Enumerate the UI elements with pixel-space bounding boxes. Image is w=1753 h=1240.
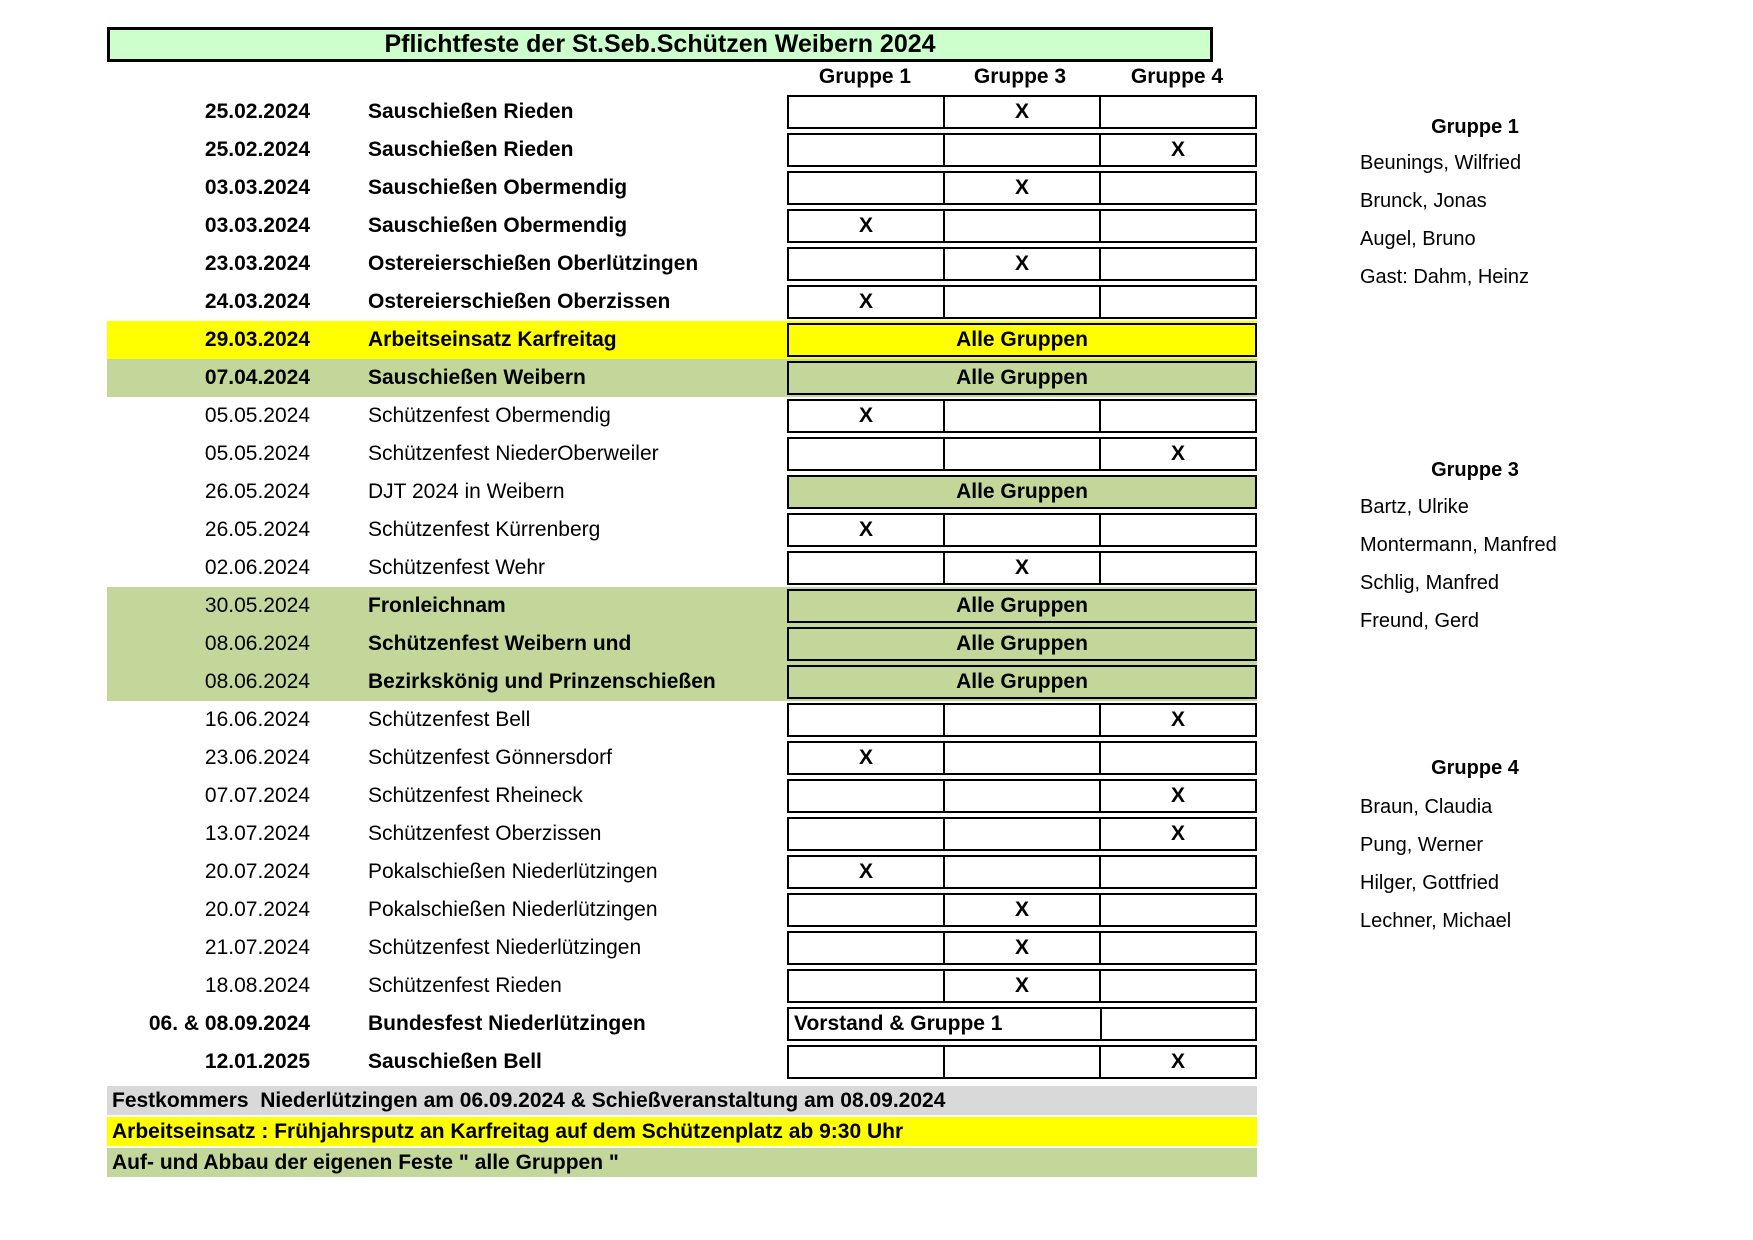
event-date: 08.06.2024 (204, 632, 310, 655)
mark-cell-gruppe4 (1101, 399, 1257, 433)
mark-cells (787, 779, 1257, 813)
group-title: Gruppe 3 (1431, 459, 1519, 481)
mark-cell-gruppe3 (945, 741, 1101, 775)
mark-cells (787, 817, 1257, 851)
table-row (107, 815, 1257, 853)
event-name: Schützenfest Oberzissen (368, 822, 602, 845)
mark-cell-gruppe3 (945, 399, 1101, 433)
mark-cell-gruppe1 (787, 703, 945, 737)
merged-cell: Vorstand & Gruppe 1 (787, 1007, 1102, 1041)
mark-cell-gruppe3 (945, 779, 1101, 813)
x-mark-gruppe3: X (945, 893, 1101, 927)
group-member: Pung, Werner (1360, 834, 1484, 856)
x-mark-gruppe1: X (787, 741, 945, 775)
mark-cell-gruppe3 (945, 855, 1101, 889)
table-row (107, 549, 1257, 587)
mark-cell-gruppe4 (1101, 171, 1257, 205)
event-name: Schützenfest Gönnersdorf (368, 746, 612, 769)
mark-cell-gruppe4 (1101, 513, 1257, 547)
x-mark-gruppe1: X (787, 209, 945, 243)
event-date: 05.05.2024 (204, 404, 310, 427)
mark-cells (787, 247, 1257, 281)
table-row (107, 207, 1257, 245)
mark-cell-gruppe4 (1101, 551, 1257, 585)
mark-cells (787, 551, 1257, 585)
event-name: Sauschießen Weibern (368, 366, 586, 389)
event-name: Sauschießen Rieden (368, 100, 574, 123)
x-mark-gruppe3: X (945, 969, 1101, 1003)
group-member: Gast: Dahm, Heinz (1360, 266, 1529, 288)
mark-cell-gruppe4 (1101, 95, 1257, 129)
event-date: 30.05.2024 (204, 594, 310, 617)
event-name: Schützenfest Niederlützingen (368, 936, 642, 959)
x-mark-gruppe3: X (945, 551, 1101, 585)
x-mark-gruppe4: X (1101, 133, 1257, 167)
event-date: 23.06.2024 (204, 746, 310, 769)
merged-cell: Alle Gruppen (787, 361, 1257, 395)
event-name: Schützenfest Rheineck (368, 784, 583, 807)
mark-cell-gruppe1 (787, 1045, 945, 1079)
event-name: Sauschießen Obermendig (368, 214, 628, 237)
x-mark-gruppe1: X (787, 855, 945, 889)
table-row (107, 359, 1257, 397)
event-name: Schützenfest Bell (368, 708, 531, 731)
event-name: Ostereierschießen Oberzissen (368, 290, 671, 313)
mark-cells (787, 893, 1257, 927)
mark-cells (787, 133, 1257, 167)
event-date: 02.06.2024 (204, 556, 310, 579)
mark-cell-gruppe3 (945, 513, 1101, 547)
event-name: Bezirkskönig und Prinzenschießen (368, 670, 716, 693)
page-title: Pflichtfeste der St.Seb.Schützen Weibern 2024 (107, 27, 1213, 62)
table-row (107, 1043, 1257, 1081)
mark-cell-gruppe3 (945, 703, 1101, 737)
mark-cells (787, 361, 1257, 395)
footnote: Auf- und Abbau der eigenen Feste " alle Gruppen " (107, 1148, 1257, 1177)
mark-cells (787, 475, 1257, 509)
event-name: Bundesfest Niederlützingen (368, 1012, 646, 1035)
group-member: Lechner, Michael (1360, 910, 1512, 932)
mark-cells (787, 437, 1257, 471)
x-mark-gruppe3: X (945, 931, 1101, 965)
group-member: Beunings, Wilfried (1360, 152, 1522, 174)
event-name: Schützenfest NiederOberweiler (368, 442, 659, 465)
event-date: 03.03.2024 (204, 214, 310, 237)
mark-cell-gruppe1 (787, 247, 945, 281)
mark-cells (787, 1045, 1257, 1079)
x-mark-gruppe4: X (1101, 437, 1257, 471)
column-header-gruppe1: Gruppe 1 (818, 65, 912, 88)
table-row (107, 777, 1257, 815)
mark-cell-gruppe1 (787, 437, 945, 471)
table-row (107, 1005, 1257, 1043)
event-date: 05.05.2024 (204, 442, 310, 465)
mark-cell-gruppe3 (945, 285, 1101, 319)
mark-cells (787, 665, 1257, 699)
mark-cell-gruppe3 (945, 209, 1101, 243)
column-header-gruppe4: Gruppe 4 (1130, 65, 1224, 88)
event-date: 25.02.2024 (204, 100, 310, 123)
table-row (107, 625, 1257, 663)
mark-cells (787, 323, 1257, 357)
merged-cell: Alle Gruppen (787, 589, 1257, 623)
x-mark-gruppe3: X (945, 95, 1101, 129)
mark-cells (787, 171, 1257, 205)
event-name: Ostereierschießen Oberlützingen (368, 252, 699, 275)
mark-cell-gruppe3 (945, 133, 1101, 167)
table-row (107, 739, 1257, 777)
event-date: 07.07.2024 (204, 784, 310, 807)
x-mark-gruppe1: X (787, 399, 945, 433)
mark-cell-gruppe1 (787, 551, 945, 585)
event-date: 25.02.2024 (204, 138, 310, 161)
table-row (107, 473, 1257, 511)
event-name: Sauschießen Obermendig (368, 176, 628, 199)
mark-cells (787, 513, 1257, 547)
mark-cell-gruppe4 (1101, 855, 1257, 889)
mark-cell-gruppe4 (1101, 247, 1257, 281)
event-date: 21.07.2024 (204, 936, 310, 959)
event-date: 03.03.2024 (204, 176, 310, 199)
merged-cell: Alle Gruppen (787, 475, 1257, 509)
event-name: Pokalschießen Niederlützingen (368, 860, 658, 883)
event-name: Schützenfest Kürrenberg (368, 518, 601, 541)
event-date: 13.07.2024 (204, 822, 310, 845)
mark-cell-gruppe4 (1101, 209, 1257, 243)
event-name: Pokalschießen Niederlützingen (368, 898, 658, 921)
group-title: Gruppe 4 (1431, 757, 1519, 779)
mark-cell-gruppe4 (1101, 969, 1257, 1003)
table-row (107, 967, 1257, 1005)
event-date: 18.08.2024 (204, 974, 310, 997)
table-row (107, 169, 1257, 207)
x-mark-gruppe1: X (787, 285, 945, 319)
group-member: Hilger, Gottfried (1360, 872, 1499, 894)
mark-cell-gruppe1 (787, 817, 945, 851)
footnote: Arbeitseinsatz : Frühjahrsputz an Karfreitag auf dem Schützenplatz ab 9:30 Uhr (107, 1117, 1257, 1146)
group-member: Augel, Bruno (1360, 228, 1476, 250)
event-name: Arbeitseinsatz Karfreitag (368, 328, 617, 351)
table-row (107, 929, 1257, 967)
mark-cell-gruppe3 (945, 437, 1101, 471)
mark-cells (787, 703, 1257, 737)
event-name: Sauschießen Bell (368, 1050, 542, 1073)
merged-cell: Alle Gruppen (787, 627, 1257, 661)
mark-cell-gruppe1 (787, 969, 945, 1003)
event-date: 26.05.2024 (204, 518, 310, 541)
mark-cell-gruppe3 (945, 817, 1101, 851)
mark-cells (787, 95, 1257, 129)
mark-cells (787, 399, 1257, 433)
mark-cells (787, 969, 1257, 1003)
event-name: DJT 2024 in Weibern (368, 480, 565, 503)
group-member: Schlig, Manfred (1360, 572, 1499, 594)
table-row (107, 131, 1257, 169)
mark-cell-gruppe1 (787, 893, 945, 927)
x-mark-gruppe1: X (787, 513, 945, 547)
footnote: Festkommers Niederlützingen am 06.09.2024 & Schießveranstaltung am 08.09.2024 (107, 1086, 1257, 1115)
mark-cell-gruppe1 (787, 95, 945, 129)
table-row (107, 435, 1257, 473)
event-date: 23.03.2024 (204, 252, 310, 275)
event-date: 20.07.2024 (204, 898, 310, 921)
group-member: Brunck, Jonas (1360, 190, 1487, 212)
event-name: Schützenfest Rieden (368, 974, 562, 997)
mark-cells (787, 741, 1257, 775)
event-date: 16.06.2024 (204, 708, 310, 731)
mark-cells (787, 931, 1257, 965)
merged-cell: Alle Gruppen (787, 665, 1257, 699)
x-mark-gruppe4: X (1101, 703, 1257, 737)
column-header-gruppe3: Gruppe 3 (973, 65, 1067, 88)
mark-cells (787, 589, 1257, 623)
table-row (107, 283, 1257, 321)
table-row (107, 397, 1257, 435)
mark-cells (787, 1007, 1257, 1041)
event-name: Schützenfest Weibern und (368, 632, 632, 655)
x-mark-gruppe4: X (1101, 1045, 1257, 1079)
event-date: 20.07.2024 (204, 860, 310, 883)
mark-cell-gruppe4 (1102, 1007, 1257, 1041)
x-mark-gruppe4: X (1101, 779, 1257, 813)
table-row (107, 93, 1257, 131)
mark-cells (787, 627, 1257, 661)
event-date: 24.03.2024 (204, 290, 310, 313)
table-row (107, 587, 1257, 625)
x-mark-gruppe3: X (945, 171, 1101, 205)
event-date: 07.04.2024 (204, 366, 310, 389)
event-date: 29.03.2024 (204, 328, 310, 351)
event-date: 08.06.2024 (204, 670, 310, 693)
table-row (107, 663, 1257, 701)
table-row (107, 245, 1257, 283)
x-mark-gruppe4: X (1101, 817, 1257, 851)
group-member: Freund, Gerd (1360, 610, 1479, 632)
mark-cell-gruppe1 (787, 779, 945, 813)
event-date: 26.05.2024 (204, 480, 310, 503)
mark-cells (787, 209, 1257, 243)
mark-cells (787, 855, 1257, 889)
x-mark-gruppe3: X (945, 247, 1101, 281)
group-member: Montermann, Manfred (1360, 534, 1557, 556)
event-name: Fronleichnam (368, 594, 506, 617)
mark-cell-gruppe4 (1101, 285, 1257, 319)
mark-cell-gruppe4 (1101, 931, 1257, 965)
mark-cell-gruppe4 (1101, 893, 1257, 927)
table-row (107, 511, 1257, 549)
mark-cell-gruppe3 (945, 1045, 1101, 1079)
event-name: Sauschießen Rieden (368, 138, 574, 161)
table-row (107, 701, 1257, 739)
merged-cell: Alle Gruppen (787, 323, 1257, 357)
mark-cell-gruppe4 (1101, 741, 1257, 775)
event-date: 12.01.2025 (204, 1050, 310, 1073)
group-title: Gruppe 1 (1431, 116, 1519, 138)
table-row (107, 321, 1257, 359)
mark-cells (787, 285, 1257, 319)
table-row (107, 891, 1257, 929)
event-name: Schützenfest Wehr (368, 556, 546, 579)
group-member: Braun, Claudia (1360, 796, 1493, 818)
event-name: Schützenfest Obermendig (368, 404, 611, 427)
event-date: 06. & 08.09.2024 (148, 1012, 310, 1035)
mark-cell-gruppe1 (787, 171, 945, 205)
table-row (107, 853, 1257, 891)
mark-cell-gruppe1 (787, 931, 945, 965)
group-member: Bartz, Ulrike (1360, 496, 1469, 518)
mark-cell-gruppe1 (787, 133, 945, 167)
